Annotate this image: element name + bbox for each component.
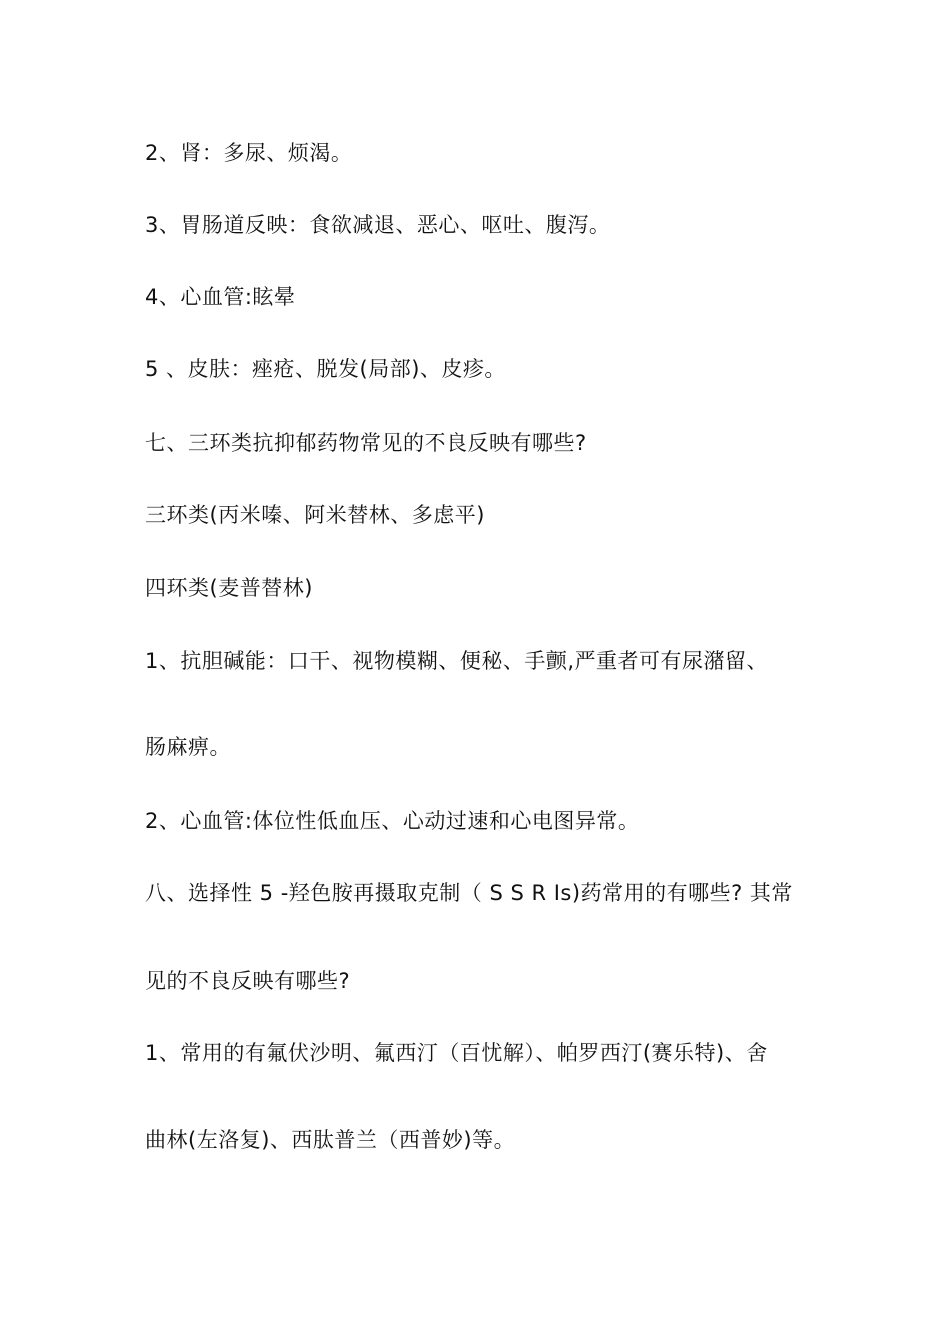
text-line-cardio-dizziness: 4、心血管:眩晕 — [145, 285, 296, 309]
text-line-anticholinergic-cont: 肠麻痹。 — [145, 735, 231, 759]
text-line-ssri-drugs-cont: 曲林(左洛复)、西肽普兰（西普妙)等。 — [145, 1128, 516, 1152]
text-line-kidney: 2、肾：多尿、烦渴。 — [145, 141, 353, 165]
text-line-gastro: 3、胃肠道反映：食欲减退、恶心、呕吐、腹泻。 — [145, 213, 611, 237]
section-heading-ssri: 八、选择性 5 -羟色胺再摄取克制（ S S R Is)药常用的有哪些? 其常 — [145, 881, 793, 905]
text-line-cardio-hypotension: 2、心血管:体位性低血压、心动过速和心电图异常。 — [145, 809, 640, 833]
section-heading-tricyclic: 七、三环类抗抑郁药物常见的不良反映有哪些? — [145, 431, 587, 455]
text-line-ssri-drugs: 1、常用的有氟伏沙明、氟西汀（百忧解）、帕罗西汀(赛乐特)、舍 — [145, 1041, 768, 1065]
text-line-anticholinergic: 1、抗胆碱能：口干、视物模糊、便秘、手颤,严重者可有尿潴留、 — [145, 649, 769, 673]
text-line-skin: 5 、皮肤：痤疮、脱发(局部)、皮疹。 — [145, 357, 506, 381]
section-heading-ssri-cont: 见的不良反映有哪些? — [145, 969, 351, 993]
text-line-tricyclic-drugs: 三环类(丙米嗪、阿米替林、多虑平) — [145, 503, 485, 527]
text-line-tetracyclic-drugs: 四环类(麦普替林) — [145, 576, 313, 600]
